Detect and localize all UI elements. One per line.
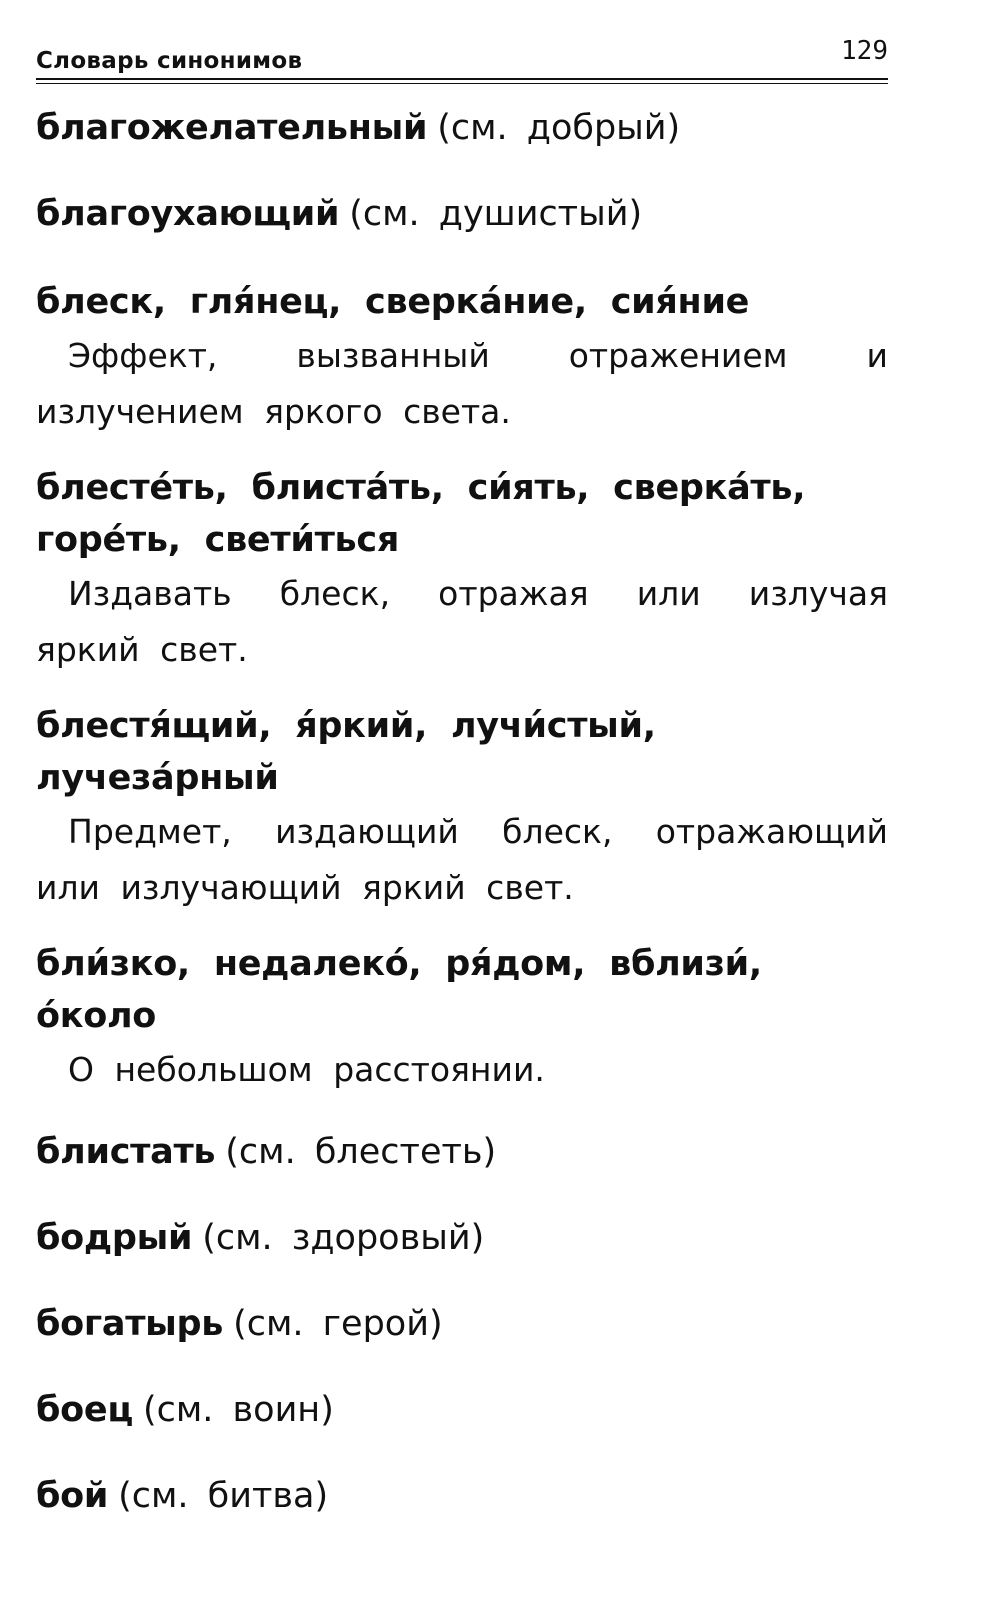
header-rule-thin: [36, 83, 888, 84]
header-rule: [36, 78, 888, 80]
running-title: Словарь синонимов: [36, 48, 303, 74]
entry-definition: О небольшом расстоянии.: [68, 1050, 545, 1089]
entry-headword: богатырь: [36, 1304, 224, 1344]
list-item: [36, 938, 888, 1098]
list-item: [36, 700, 888, 916]
list-item: [36, 1128, 888, 1176]
entry-headword: блистать: [36, 1132, 216, 1172]
entry-definition: Эффект, вызванный отражением и излучением яркого света.: [36, 336, 888, 431]
page-number: 129: [841, 36, 888, 66]
list-item: [36, 190, 888, 238]
entry-definition: Предмет, издающий блеск, отражающий или излучающий яркий свет.: [36, 812, 888, 907]
list-item: [36, 1386, 888, 1434]
entry-headword: бодрый: [36, 1218, 193, 1258]
entry-headword: благоухающий: [36, 194, 340, 234]
entry-definition: Издавать блеск, отражая или излучая яркий свет.: [36, 574, 888, 669]
entry-headword: боец: [36, 1390, 133, 1430]
entry-cross-reference: (см. битва): [118, 1476, 329, 1516]
list-item: [36, 462, 888, 678]
entry-headword: бой: [36, 1476, 109, 1516]
entry-cross-reference: (см. здоровый): [202, 1218, 485, 1258]
entry-headword: блесте́ть, блиста́ть, си́ять, сверка́ть, горе́ть, свети́ться: [36, 468, 806, 560]
list-item: [36, 1214, 888, 1262]
list-item: [36, 1300, 888, 1348]
entry-headword: блестя́щий, я́ркий, лучи́стый, лучеза́рный: [36, 706, 656, 798]
page-header: [36, 30, 888, 84]
entry-cross-reference: (см. блестеть): [225, 1132, 497, 1172]
entry-cross-reference: (см. добрый): [437, 108, 681, 148]
list-item: [36, 104, 888, 152]
entry-cross-reference: (см. воин): [142, 1390, 334, 1430]
list-item: [36, 1472, 888, 1520]
dictionary-page: [36, 30, 888, 1570]
entry-cross-reference: (см. душистый): [349, 194, 643, 234]
entry-headword: блеск, гля́нец, сверка́ние, сия́ние: [36, 282, 750, 322]
entry-headword: бли́зко, недалеко́, ря́дом, вблизи́, о́коло: [36, 944, 762, 1036]
list-item: [36, 276, 888, 440]
entry-headword: благожелательный: [36, 108, 428, 148]
entry-list: [36, 104, 888, 1558]
entry-cross-reference: (см. герой): [233, 1304, 443, 1344]
